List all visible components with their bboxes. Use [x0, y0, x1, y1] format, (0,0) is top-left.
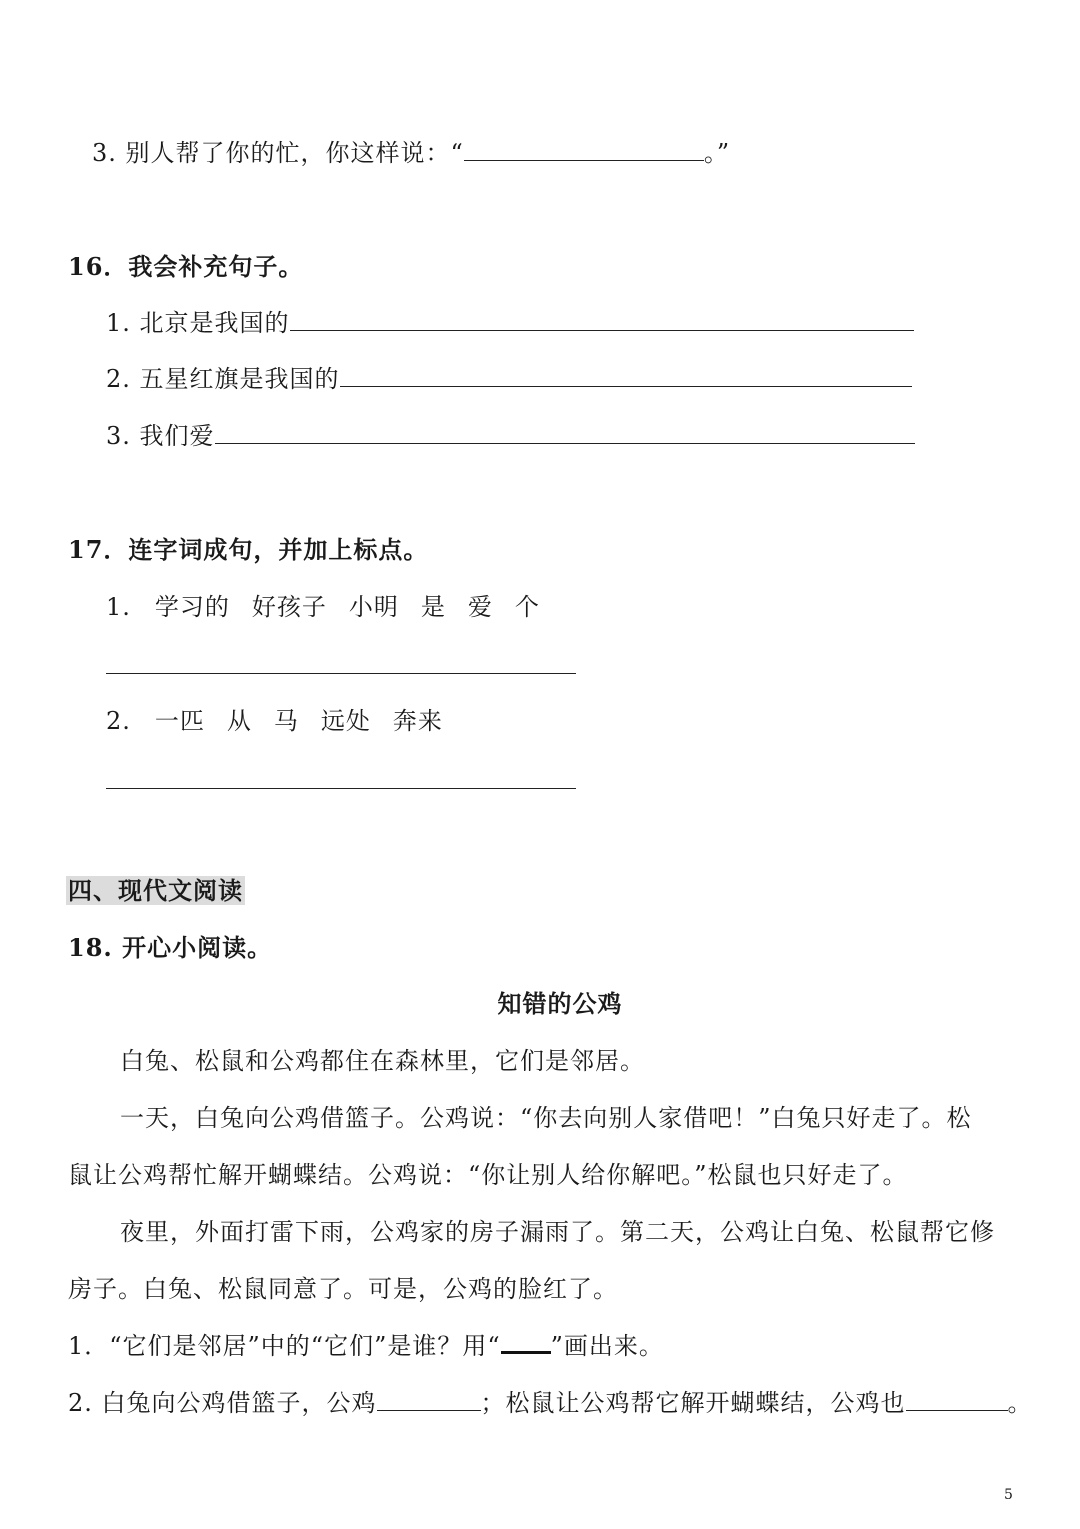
word-chip: 奔来: [392, 707, 443, 735]
q15-item-3-number: 3.: [92, 139, 117, 167]
section-4-title-text: 四、现代文阅读: [68, 876, 243, 905]
word-chip: 爱: [467, 593, 493, 621]
word-chip: 是: [420, 593, 446, 621]
q15-item-3: [92, 136, 730, 170]
q17-item-1-number: 1.: [106, 593, 131, 621]
q16-item-3: [106, 419, 915, 453]
story-paragraph-3-line-2: 房子。白兔、松鼠同意了。可是，公鸡的脸红了。: [68, 1275, 618, 1303]
story-paragraph-2-line-2: 鼠让公鸡帮忙解开蝴蝶结。公鸡说：“你让别人给你解吧。”松鼠也只好走了。: [68, 1161, 908, 1189]
q18-question-2-part-1: 2. 白兔向公鸡借篮子，公鸡: [68, 1389, 377, 1417]
q15-item-3-prompt: 别人帮了你的忙，你这样说：: [125, 139, 451, 167]
q18-question-2-part-3: 。: [1007, 1389, 1033, 1417]
q18-question-2: [68, 1386, 1033, 1420]
word-chip: 小明: [348, 593, 399, 621]
page-number: 5: [1004, 1487, 1013, 1503]
story-paragraph-2-line-1: 一天，白兔向公鸡借篮子。公鸡说：“你去向别人家借吧！”白兔只好走了。松: [120, 1104, 972, 1132]
word-chip: 一匹: [154, 707, 205, 735]
q17-item-1: [106, 590, 562, 624]
q17-item-2: [106, 704, 465, 738]
q17-item-2-answer-line[interactable]: [106, 788, 576, 789]
q15-item-3-answer-blank[interactable]: [464, 138, 704, 161]
q16-heading: 16．我会补充句子。: [68, 252, 304, 281]
q16-item-1: [106, 306, 914, 340]
q16-item-3-answer-blank[interactable]: [215, 421, 915, 444]
story-paragraph-3-line-1: 夜里，外面打雷下雨，公鸡家的房子漏雨了。第二天，公鸡让白兔、松鼠帮它修: [120, 1218, 995, 1246]
story-title: 知错的公鸡: [497, 989, 623, 1018]
q16-item-1-label: 1. 北京是我国的: [106, 309, 290, 337]
word-chip: 好孩子: [251, 593, 327, 621]
q18-question-2-part-2: ；松鼠让公鸡帮它解开蝴蝶结，公鸡也: [480, 1389, 906, 1417]
word-chip: 远处: [320, 707, 371, 735]
q16-item-1-answer-blank[interactable]: [290, 308, 914, 331]
word-chip: 马: [273, 707, 299, 735]
q16-item-2-answer-blank[interactable]: [340, 364, 912, 387]
q16-item-2: [106, 362, 912, 396]
q16-item-2-label: 2. 五星红旗是我国的: [106, 365, 340, 393]
q18-question-2-blank-1[interactable]: [377, 1388, 481, 1411]
underline-sample: [501, 1329, 551, 1354]
q17-item-2-number: 2.: [106, 707, 131, 735]
q16-item-3-label: 3. 我们爱: [106, 422, 215, 450]
q18-question-1-tail: ”画出来。: [550, 1332, 664, 1360]
q18-question-1: [68, 1329, 664, 1363]
q17-heading: 17．连字词成句，并加上标点。: [68, 535, 429, 564]
q15-item-3-open-quote: “: [450, 139, 464, 167]
q17-item-1-answer-line[interactable]: [106, 673, 576, 674]
story-paragraph-1: 白兔、松鼠和公鸡都住在森林里，它们是邻居。: [120, 1047, 645, 1075]
word-chip: 从: [226, 707, 252, 735]
q18-heading: 18. 开心小阅读。: [68, 933, 273, 962]
word-chip: 学习的: [154, 593, 230, 621]
q15-item-3-close: 。”: [703, 139, 731, 167]
section-4-title: [66, 874, 245, 908]
word-chip: 个: [514, 593, 540, 621]
q18-question-1-text: 1．“它们是邻居”中的“它们”是谁？用“: [68, 1332, 501, 1360]
q18-question-2-blank-2[interactable]: [906, 1388, 1008, 1411]
